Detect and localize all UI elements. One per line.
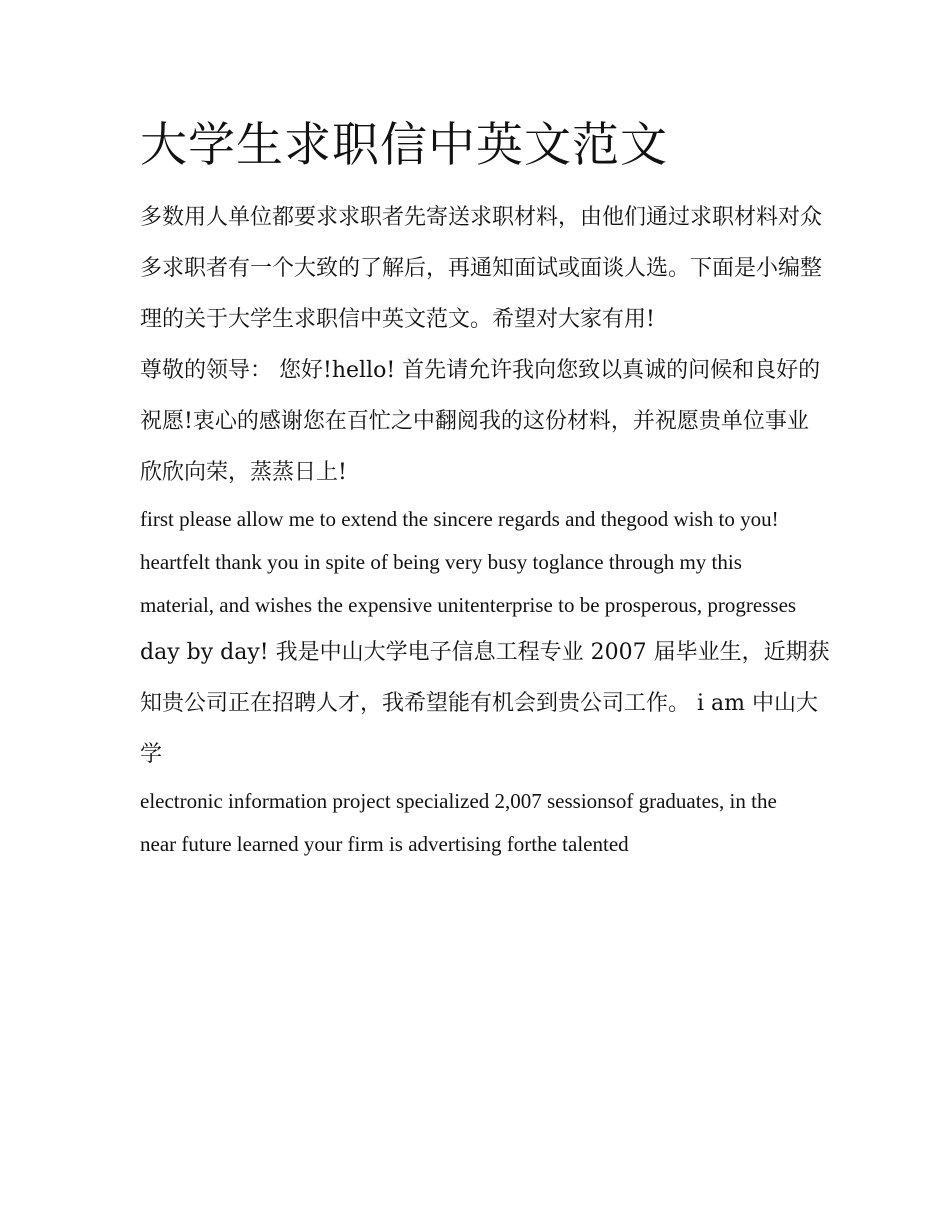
english-paragraph-3: material, and wishes the expensive unitenterprise to be prosperous, progresses (140, 593, 797, 617)
english-paragraph-5: near future learned your firm is advertising forthe talented (140, 832, 629, 856)
document-title: 大学生求职信中英文范文 (140, 118, 668, 173)
greeting-paragraph: 尊敬的领导： 您好!hello! 首先请允许我向您致以真诚的问候和良好的祝愿!衷心的感谢您在百忙之中翻阅我的这份材料，并祝愿贵单位事业欣欣向荣，蒸蒸日上! (140, 358, 821, 485)
english-paragraph-1: first please allow me to extend the sincere regards and thegood wish to you! (140, 507, 779, 531)
english-paragraph-4: electronic information project specialized 2,007 sessionsof graduates, in the (140, 789, 777, 813)
document-page (140, 110, 830, 866)
intro-paragraph: 多数用人单位都要求求职者先寄送求职材料，由他们通过求职材料对众多求职者有一个大致的了解后，再通知面试或面谈人选。下面是小编整理的关于大学生求职信中英文范文。希望对大家有用! (140, 205, 823, 332)
mixed-paragraph: day by day! 我是中山大学电子信息工程专业 2007 届毕业生，近期获知贵公司正在招聘人才，我希望能有机会到贵公司工作。 i am 中山大学 (140, 640, 830, 767)
english-paragraph-2: heartfelt thank you in spite of being very busy toglance through my this (140, 550, 742, 574)
